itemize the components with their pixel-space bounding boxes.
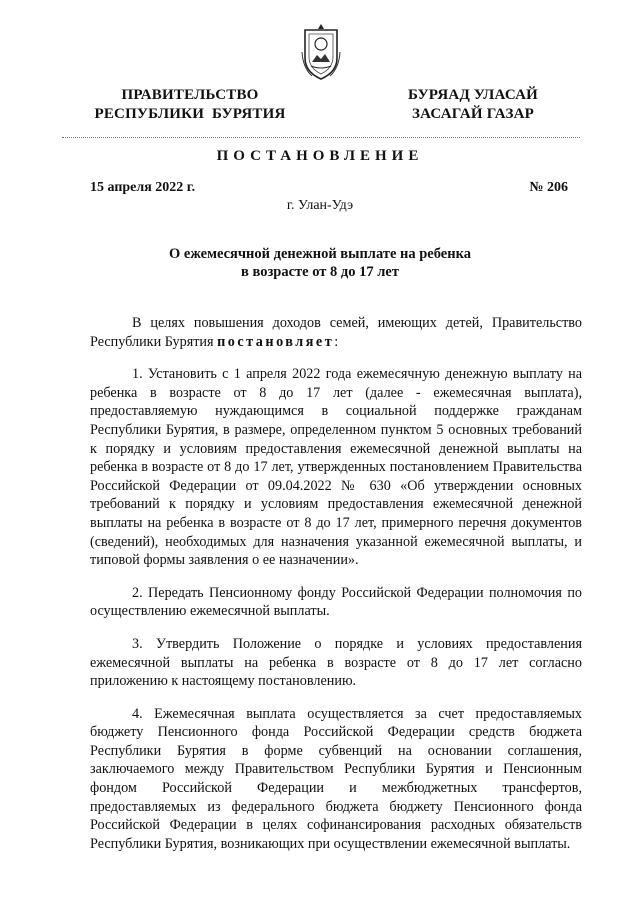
intro-text: В целях повышения доходов семей, имеющих детей, Правительство Республики Бурятия bbox=[90, 315, 582, 350]
paragraph-2: 2. Передать Пенсионному фонду Российской Федерации полномочия по осуществлению ежемесячной выплаты. bbox=[90, 584, 582, 620]
paragraph-4: 4. Ежемесячная выплата осуществляется за счет предоставляемых бюджету Пенсионного фонда Российской Федерации средств бюджета Республики Бурятия в форме субвенций на основании соглашения, заключаемого между Правительством Республики Бурятия и Пенсионным фондом Российской Федерации и межбюджетных трансфертов, предоставляемых из федерального бюджета бюджету Пенсионного фонда Российской Федерации в целях софинансирования расходных обязательств Республики Бурятия, возникающих при осуществлении ежемесячной выплаты. bbox=[90, 705, 582, 852]
document-date: 15 апреля 2022 г. bbox=[90, 180, 196, 195]
subject-line1: О ежемесячной денежной выплате на ребенка bbox=[169, 246, 471, 262]
government-name-ru-line2: РЕСПУБЛИКИ БУРЯТИЯ bbox=[94, 106, 286, 122]
paragraph-1: 1. Установить с 1 апреля 2022 года ежемесячную денежную выплату на ребенка в возрасте от 8 до 17 лет (далее - ежемесячная выплата), предоставляемую нуждающимся в социальной поддержке гражданам Республики Бурятия, в размере, определенном пунктом 5 основных требований к порядку и условиям предоставления ежемесячной денежной выплаты на ребенка в возрасте от 8 до 17 лет, утвержденных постановлением Правительства Российской Федерации от 09.04.2022 № 630 «Об утверждении основных требований к порядку и условиям предоставления ежемесячной денежной выплаты на ребенка в возрасте от 8 до 17 лет, примерного перечня документов (сведений), необходимых для назначения указанной ежемесячной выплаты, и типовой формы заявления о ее назначении». bbox=[90, 366, 582, 569]
header-divider bbox=[62, 137, 580, 138]
intro-keyword: постановляет bbox=[217, 333, 335, 350]
coat-of-arms-icon bbox=[300, 22, 342, 82]
government-name-bua-line2: ЗАСАГАЙ ГАЗАР bbox=[412, 106, 534, 122]
intro-paragraph bbox=[90, 314, 582, 351]
government-name-ru-line1: ПРАВИТЕЛЬСТВО bbox=[121, 87, 259, 103]
government-name-bua-line1: БУРЯАД УЛАСАЙ bbox=[407, 87, 539, 103]
government-name-bua bbox=[368, 86, 578, 124]
intro-end: : bbox=[334, 333, 339, 350]
government-name-ru bbox=[60, 86, 320, 124]
document-type: ПОСТАНОВЛЕНИЕ bbox=[216, 148, 424, 164]
subject-line2: в возрасте от 8 до 17 лет bbox=[241, 264, 399, 280]
document-number: № 206 bbox=[529, 180, 568, 195]
paragraph-3: 3. Утвердить Положение о порядке и условиях предоставления ежемесячной выплаты на ребенка в возрасте от 8 до 17 лет согласно приложению к настоящему постановлению. bbox=[90, 635, 582, 690]
document-city: г. Улан-Удэ bbox=[286, 198, 354, 213]
document-subject bbox=[0, 245, 640, 281]
document-body bbox=[90, 314, 582, 867]
